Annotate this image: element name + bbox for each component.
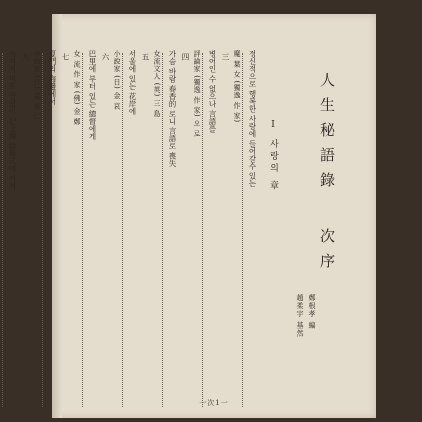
entry-author: 小說家 (日) 金 哀 <box>113 50 121 110</box>
entry-title: 夏門의 海邊에서 <box>48 50 57 105</box>
book-title-text: 人生秘語錄 <box>318 72 336 197</box>
entry-author: 評論家 (獨逸 作 家) 오 로 <box>193 50 201 138</box>
entry-title: 정신적으로 행복한 사랑에 들어갈수 있는 <box>248 50 257 188</box>
entry-title: 가슴 바랍 春香的 로니 言語로 喪失 <box>168 50 177 167</box>
contents-entry[interactable] <box>220 50 258 410</box>
leader-dots <box>2 53 3 407</box>
editor-line: 鄭根孝 編 <box>308 294 316 330</box>
leader-dots <box>202 53 203 407</box>
entry-title: 巴里에 부터 있는 總督에게 <box>88 50 97 140</box>
entry-page: 五 <box>141 53 150 61</box>
chapter-title: Ⅰ 사랑의 章 <box>268 120 278 193</box>
entry-page: 四 <box>181 53 190 61</box>
entry-author <box>0 50 2 410</box>
entry-author: 女 流 作 家 (佛) 金 鄭 <box>73 50 81 126</box>
leader-dots <box>82 53 83 407</box>
leader-dots <box>162 53 163 407</box>
entry-title: 병어인 수 없으나 言語를 <box>208 50 217 133</box>
contents-label: 次序 <box>318 227 336 278</box>
contents-entry[interactable] <box>140 50 178 410</box>
editors-credit <box>294 294 318 337</box>
contents-entry[interactable] <box>60 50 98 410</box>
editor-line: 趙柔宇 基然 <box>296 294 304 338</box>
contents-list <box>0 50 258 410</box>
book-page <box>8 14 376 418</box>
leader-dots <box>42 53 43 407</box>
entry-title: 쓰러져 미도 말없이 記念碑 除幕式에 가서 <box>8 50 17 190</box>
entry-title: 서울에 있는 花岸에 <box>128 50 137 115</box>
entry-page: 九 <box>21 53 30 61</box>
entry-author: 魔 葉 女 (獨逸 作 家) <box>233 50 241 123</box>
entry-author: 女流文人 (英) 三 島 <box>153 50 161 118</box>
book-title <box>317 72 338 282</box>
contents-entry[interactable] <box>100 50 138 410</box>
entry-page: 七 <box>61 53 70 61</box>
leader-dots <box>242 53 243 407</box>
entry-author: 小說家 (日) 金 東 仁 <box>33 50 41 120</box>
page-folio: 一次1一 <box>199 399 229 407</box>
leader-dots <box>122 53 123 407</box>
contents-entry[interactable] <box>20 50 58 410</box>
contents-entry[interactable] <box>180 50 218 410</box>
contents-entry[interactable] <box>0 50 18 410</box>
entry-page: 六 <box>101 53 110 61</box>
entry-page: 三 <box>221 53 230 61</box>
